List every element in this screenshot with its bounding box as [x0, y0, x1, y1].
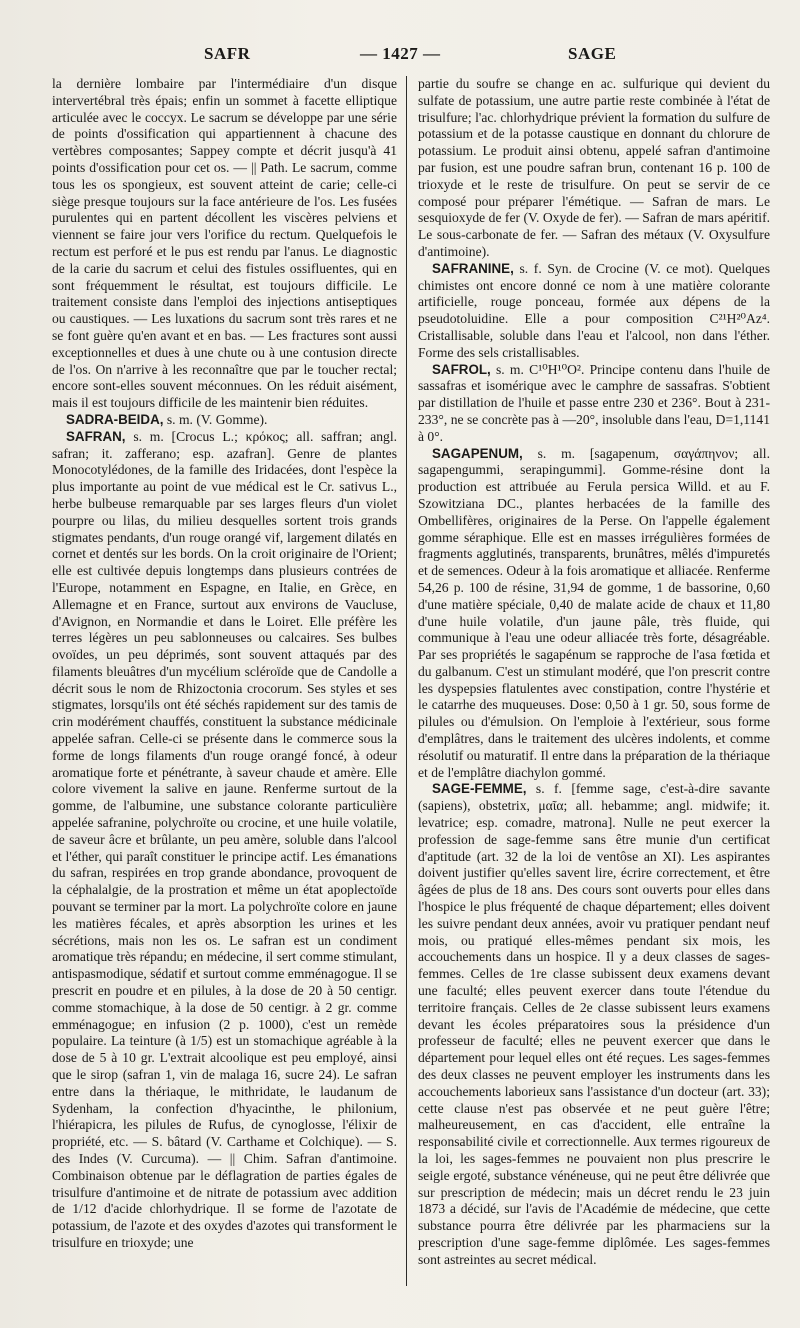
left-column	[52, 76, 397, 1316]
page-number: — 1427 —	[360, 44, 441, 63]
right-column	[418, 76, 770, 1316]
entry-safrol	[418, 362, 770, 446]
entry-sadra-beida	[52, 412, 397, 429]
entry-body: s. f. Syn. de Crocine (V. ce mot). Quelques chimistes ont encore donné ce nom à une matière colorante artificielle, rouge ponceau, formée aux dépens de la pseudotoluidine. Elle a pour composition C²¹H²⁰Az⁴. Cristallisable, soluble dans l'eau et l'alcool, non dans l'éther. Forme des sels cristallisables.	[418, 260, 770, 360]
headword: SAFROL,	[432, 361, 491, 377]
entry-body: s. m. C¹⁰H¹⁰O². Principe contenu dans l'huile de sassafras et isomérique avec le camphre de sassafras. S'obtient par distillation de l'huile et passe entre 230 et 236°. Bout à 231-233°, ne se concrète pas à —20°, insoluble dans l'eau, D=1,1141 à 0°.	[418, 361, 770, 444]
entry-safranine	[418, 261, 770, 362]
headword: SAFRAN,	[66, 428, 126, 444]
entry-body: s. m. [sagapenum, σαγάπηνον; all. sagapengummi, serapingummi]. Gomme-résine dont la production est attribuée au Ferula persica Willd. et au F. Szowitziana DC., plantes herbacées de la famille des Ombellifères, originaires de la Perse. On l'appelle également gomme séraphique. Elle est en masses irrégulières formées de fragments agglutinés, transparents, brunâtres, mêlés d'impuretés et de semences. Odeur à la fois aromatique et alliacée. Renferme 54,26 p. 100 de résine, 31,94 de gomme, 1 de bassorine, 0,60 d'une matière spéciale, 0,40 de malate acide de chaux et 11,80 d'une huile volatile, d'un jaune pâle, très fluide, qui communique à l'eau une odeur alliacée très forte, désagréable. Par ses propriétés le sagapénum se rapproche de l'asa fœtida et du galbanum. C'est un stimulant modéré, que l'on prescrit contre les dyspepsies flatulentes avec constipation, contre l'hystérie et le catarrhe des muqueuses. Dose: 0,50 à 1 gr. 50, sous forme de pilules ou d'émulsion. On l'emploie à l'extérieur, sous forme d'emplâtres, dans le traitement des ulcères indolents, et comme résolutif ou maturatif. Il entre dans la préparation de la thériaque et de l'emplâtre diachylon gommé.	[418, 445, 770, 780]
entry-body: s. f. [femme sage, c'est-à-dire savante (sapiens), obstetrix, μαῖα; all. hebamme; angl. midwife; it. levatrice; esp. comadre, matrona]. Nulle ne peut exercer la profession de sage-femme sans être munie d'un certificat d'aptitude (art. 32 de la loi de ventôse an XI). Les aspirantes doivent justifier qu'elles savent lire, écrire correctement, et être âgées de plus de 18 ans. Des cours sont ouverts pour elles dans l'hospice le plus fréquenté de chaque département; elles doivent les suivre pendant deux années, avoir vu pratiquer pendant neuf mois, ou pratiqué elles-mêmes pendant six mois, les accouchements dans un hospice. Il y a deux classes de sages-femmes. Celles de 1re classe subissent deux examens devant une faculté; elles peuvent exercer dans toute l'étendue du territoire français. Celles de 2e classe subissent leurs examens devant les écoles préparatoires sous la présidence d'un professeur de faculté; elles ne peuvent exercer que dans le département pour lequel elles ont été reçues. Les sages-femmes des deux classes ne peuvent employer les instruments dans les accouchements laborieux sans l'assistance d'un docteur (art. 33); cette clause n'est pas observée et ne peut guère l'être; malheureusement, en cas d'accident, elle entraîne la responsabilité civile et correctionnelle. Aux termes rigoureux de la loi, les sages-femmes ne pouvaient non plus prescrire le seigle ergoté, substance vénéneuse, qui ne peut être délivrée que sur prescription de médecin; mais un décret rendu le 23 juin 1873 a décidé, sur l'avis de l'Académie de médecine, que cette substance pourra être délivrée par les pharmaciens sur la prescription d'une sage-femme diplômée. Les sages-femmes sont astreintes au secret médical.	[418, 781, 770, 1267]
running-header	[52, 44, 772, 68]
entry-safran	[52, 429, 397, 1252]
header-left-guideword: SAFR	[204, 44, 251, 63]
entry-sage-femme	[418, 781, 770, 1268]
column-divider	[406, 76, 407, 1286]
headword: SAFRANINE,	[432, 260, 514, 276]
header-right-guideword: SAGE	[568, 44, 617, 63]
entry-sagapenum	[418, 446, 770, 782]
entry-continuation-safran: partie du soufre se change en ac. sulfurique qui devient du sulfate de potassium, une autre partie reste combinée à l'état de trisulfure; l'ac. chlorhydrique prévient la formation du sulfure de potassium et de la potasse caustique en donnant du chlorure de potassium. Le produit ainsi obtenu, appelé safran d'antimoine par fusion, est une poudre safran brun, contenant 16 p. 100 de trioxyde et le reste de trisulfure. On peut se servir de ce composé pour préparer l'émétique. — Safran de mars. Le sesquioxyde de fer (V. Oxyde de fer). — Safran de mars apéritif. Le sous-carbonate de fer. — Safran des métaux (V. Oxysulfure d'antimoine).	[418, 76, 770, 259]
entry-continuation-sacrum: la dernière lombaire par l'intermédiaire d'un disque intervertébral très épais; enfin un sommet à facette elliptique articulée avec le coccyx. Le sacrum se développe par une série de points d'ossification qui appartiennent à chacune des vertèbres composantes; Sappey compte et décrit jusqu'à 41 points d'ossification pour cet os. — || Path. Le sacrum, comme tous les os spongieux, est souvent atteint de carie; celle-ci siège presque toujours sur la face antérieure de l'os. Les fusées purulentes qui en partent décollent les viscères pelviens et viennent se faire jour vers l'orifice du rectum. Quelquefois le rectum est perforé et le pus est rendu par l'anus. Le diagnostic de la carie du sacrum et celui des fistules ossifluentes, qui en sont fréquemment le résultat, est toujours difficile. Le traitement consiste dans l'emploi des injections antiseptiques ou caustiques. — Les luxations du sacrum sont très rares et ne se font guère qu'en avant et en bas. — Les fractures sont aussi exceptionnelles et dues à une chute ou à une contusion directe de l'os. On n'arrive à les reconnaître que par le toucher rectal; encore sont-elles souvent méconnues. On les réduit aisément, mais il est toujours difficile de les maintenir bien réduites.	[52, 76, 397, 411]
headword: SADRA-BEIDA,	[66, 411, 164, 427]
headword: SAGE-FEMME,	[432, 781, 527, 797]
entry-body: s. m. (V. Gomme).	[166, 411, 268, 427]
entry-body: s. m. [Crocus L.; κρόκος; all. saffran; angl. safran; it. zafferano; esp. azafran]. Genre de plantes Monocotylédones, de la famille des Iridacées, dont l'espèce la plus importante au point de vue médical est le Cr. sativus L., herbe bulbeuse remarquable par ses larges fleurs d'un violet pourpre ou lilas, du milieu desquelles sortent trois grands stigmates pendants, d'un rouge orangé vif, largement dilatés en cornet et dentés sur les bords. On la croit originaire de l'Orient; elle est cultivée depuis longtemps dans plusieurs contrées de l'Europe, notamment en Espagne, en Italie, en Grèce, en Allemagne et en France, surtout aux environs de Vaucluse, d'Avignon, en Normandie et dans le Loiret. Elle préfère les terres légères un peu sablonneuses ou calcaires. Ses bulbes ovoïdes, un peu déprimés, sont souvent attaqués par des filaments bleuâtres d'un mycélium scléroïde que de Candolle a décrit sous le nom de Rhizoctonia crocorum. Ses styles et ses stigmates, lorsqu'ils ont été séchés rapidement sur des tamis de crin modérément chauffés, constituent la substance médicinale appelée safran. Celle-ci se présente dans le commerce sous la forme de longs filaments d'un rouge orangé foncé, à odeur aromatique forte et pénétrante, à saveur chaude et amère. Elle colore vivement la salive en jaune. Renferme surtout de la gomme, de l'albumine, une substance colorante particulière appelée safranine, polychroïte ou crocine, et une huile volatile, de saveur âcre et brûlante, un peu amère, soluble dans l'alcool et l'éther, qui paraît constituer le principe actif. Les émanations du safran, respirées en trop grande abondance, provoquent de la céphalalgie, de la prostration et même un état apoplectoïde pouvant se terminer par la mort. La polychroïte colore en jaune les matières fécales, et après absorption les urines et les sécrétions, mais non les os. Le safran est un condiment aromatique très répandu; en médecine, il sert comme stimulant, antispasmodique, sédatif et surtout comme emménagogue. Il se prescrit en poudre et en pilules, à la dose de 20 à 50 centigr. comme stomachique, à la dose de 50 centigr. à 2 gr. comme emménagogue; en infusion (2 p. 1000), c'est un remède populaire. La teinture (à 1/5) est un stomachique agréable à la dose de 5 à 10 gr. L'extrait alcoolique est peu employé, ainsi que le sirop (safran 1, vin de malaga 16, sucre 24). Le safran entre dans la thériaque, le mithridate, le laudanum de Sydenham, la confection d'hyacinthe, le philonium, l'hiérapicra, les pilules de Rufus, de cynoglosse, l'élixir de propriété, etc. — S. bâtard (V. Carthame et Colchique). — S. des Indes (V. Curcuma). — || Chim. Safran d'antimoine. Combinaison obtenue par le déflagration de parties égales de trisulfure d'antimoine et de nitrate de potassium avec addition de 1/12 d'acide chlorhydrique. Il se forme de l'azotate de potassium, de l'azote et des oxydes d'azotes qui transforment le trisulfure en trioxyde; une	[52, 428, 397, 1250]
headword: SAGAPENUM,	[432, 445, 523, 461]
